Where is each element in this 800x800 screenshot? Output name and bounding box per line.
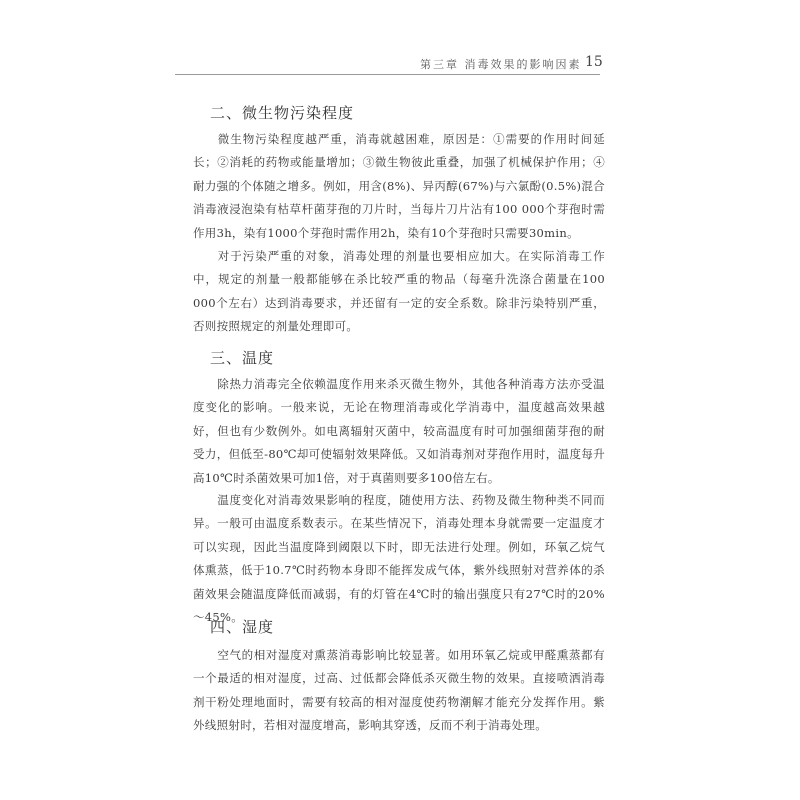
paragraph: 除热力消毒完全依赖温度作用来杀灭微生物外，其他各种消毒方法亦受温度变化的影响。一般来说，无论在物理消毒或化学消毒中，温度越高效果越好，但也有少数例外。如电离辐射灭菌中，较高温度有时可加强细菌芽孢的耐受力，但低至-80℃却可使辐射效果降低。又如消毒剂对芽孢作用时，温度每升高10℃时杀菌效果可加1倍，对于真菌则要多100倍左右。 bbox=[193, 377, 605, 485]
paragraph: 对于污染严重的对象，消毒处理的剂量也要相应加大。在实际消毒工作中，规定的剂量一般都能够在杀比较严重的物品（每毫升洗涤合菌量在100 000个左右）达到消毒要求，并还留有一定的安全系数。除非污染特别严重，否则按照规定的剂量处理即可。 bbox=[193, 249, 605, 334]
paragraph: 温度变化对消毒效果影响的程度，随使用方法、药物及微生物种类不同而异。一般可由温度系数表示。在某些情况下，消毒处理本身就需要一定温度才可以实现，因此当温度降到阈限以下时，即无法进行处理。例如，环氧乙烷气体熏蒸，低于10.7℃时药物本身即不能挥发成气体，紫外线照射对营养体的杀菌效果会随温度降低而减弱，有的灯管在4℃时的输出强度只有27℃时的20%～45%。 bbox=[193, 493, 605, 625]
paragraph: 微生物污染程度越严重，消毒就越困难，原因是：①需要的作用时间延长；②消耗的药物或能量增加；③微生物彼此重叠，加强了机械保护作用；④耐力强的个体随之增多。例如，用含(8%)、异丙醇(67%)与六氯酚(0.5%)混合消毒液浸泡染有枯草杆菌芽孢的刀片时，当每片刀片沾有100 000个芽孢时需作用3h，染有1000个芽孢时需作用2h，染有10个芽孢时只需要30min。 bbox=[193, 132, 605, 240]
page-number: 15 bbox=[585, 54, 603, 70]
section-heading-temperature: 三、温度 bbox=[210, 349, 275, 367]
section-heading-contamination: 二、微生物污染程度 bbox=[210, 104, 355, 122]
paragraph: 空气的相对湿度对熏蒸消毒影响比较显著。如用环氧乙烷或甲醛熏蒸都有一个最适的相对湿度，过高、过低都会降低杀灭微生物的效果。直接喷洒消毒剂干粉处理地面时，需要有较高的相对湿度使药物潮解才能充分发挥作用。紫外线照射时，若相对湿度增高，影响其穿透，反而不利于消毒处理。 bbox=[193, 648, 605, 733]
running-title: 第三章 消毒效果的影响因素 bbox=[420, 58, 582, 71]
section-heading-humidity: 四、湿度 bbox=[210, 618, 275, 636]
